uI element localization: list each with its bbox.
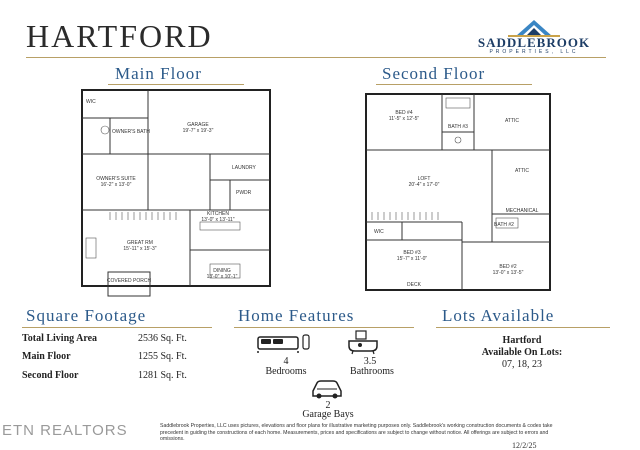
room-dimension: 15'-7" x 11'-0" xyxy=(396,256,428,262)
lots-numbers: 07, 18, 23 xyxy=(502,359,542,370)
main-floor-plan xyxy=(80,88,276,302)
bedrooms-label: Bedrooms xyxy=(265,366,307,377)
page-title: HARTFORD xyxy=(26,18,213,54)
sqft-label-total: Total Living Area xyxy=(22,333,98,344)
room-label: GARAGE xyxy=(187,122,209,128)
document-date: 12/2/25 xyxy=(512,441,537,450)
room-dimension: 11'-5" x 12'-5" xyxy=(388,116,420,122)
lots-available-heading: Lots Available xyxy=(442,306,555,325)
room-dimension: 20'-4" x 17'-0" xyxy=(408,182,440,188)
lots-model-name: Hartford xyxy=(502,335,542,346)
sqft-value-total: 2536 Sq. Ft. xyxy=(138,333,187,344)
sqft-value-main: 1255 Sq. Ft. xyxy=(138,351,187,362)
square-footage-heading: Square Footage xyxy=(26,306,147,325)
room-label: LAUNDRY xyxy=(232,165,256,171)
room-dimension: 13'-0" x 10'-1" xyxy=(206,274,238,280)
watermark: ETN REALTORS xyxy=(2,422,128,439)
bathtub-icon xyxy=(346,329,380,355)
room-label: COVERED PORCH xyxy=(106,278,152,284)
room-label: OWNER'S BATH xyxy=(112,129,150,135)
disclaimer-text: Saddlebrook Properties, LLC uses pictures, elevations and floor plans for illustrative marketing purposes only. Saddlebrook's working construction documents & codes take precedent in guiding the constructions of each home. Measurements, prices and specifications are subject to change without notice. All offerings are subject to errors and omissions. xyxy=(160,423,553,442)
room-label: BED #4 xyxy=(395,110,413,116)
second-floor-divider xyxy=(376,84,532,85)
room-label: BATH #3 xyxy=(448,124,468,130)
room-label: KITCHEN xyxy=(207,211,229,217)
room-label: DINING xyxy=(213,268,231,274)
home-features-heading: Home Features xyxy=(238,306,355,325)
room-label: MECHANICAL xyxy=(505,208,539,214)
room-dimension: 16'-2" x 13'-0" xyxy=(100,182,132,188)
room-label: ATTIC xyxy=(514,168,530,174)
main-floor-heading: Main Floor xyxy=(115,64,202,83)
room-label: GREAT RM xyxy=(127,240,153,246)
garage-label: Garage Bays xyxy=(302,409,354,420)
room-label: OWNER'S SUITE xyxy=(96,176,136,182)
room-label: LOFT xyxy=(417,176,431,182)
sqft-label-second: Second Floor xyxy=(22,370,79,381)
brand-name: SADDLEBROOK xyxy=(477,35,591,50)
room-dimension: 15'-11" x 15'-3" xyxy=(123,246,157,252)
room-dimension: 13'-0" x 13'-11" xyxy=(201,217,235,223)
second-floor-heading: Second Floor xyxy=(382,64,486,83)
room-label: ATTIC xyxy=(504,118,520,124)
room-label: BED #2 xyxy=(499,264,517,270)
bed-icon xyxy=(256,331,314,353)
room-label: PWDR xyxy=(236,190,252,196)
car-icon xyxy=(310,377,344,399)
home-features-divider xyxy=(234,327,414,328)
room-label: DECK xyxy=(407,282,421,288)
bathrooms-count: 3.5 xyxy=(363,356,377,367)
garage-count: 2 xyxy=(325,400,331,411)
room-label: WIC xyxy=(86,99,96,105)
sqft-label-main: Main Floor xyxy=(22,351,71,362)
room-dimension: 13'-0" x 13'-5" xyxy=(492,270,524,276)
main-floor-divider xyxy=(108,84,244,85)
square-footage-divider xyxy=(22,327,212,328)
room-label: WIC xyxy=(374,229,384,235)
brand-subtitle: PROPERTIES, LLC xyxy=(489,49,579,55)
room-label: BED #3 xyxy=(403,250,421,256)
bathrooms-label: Bathrooms xyxy=(350,366,394,377)
second-floor-plan xyxy=(362,92,558,294)
lots-available-divider xyxy=(436,327,610,328)
lots-available-label: Available On Lots: xyxy=(481,347,563,358)
room-label: BATH #2 xyxy=(494,222,514,228)
room-dimension: 19'-7" x 19'-3" xyxy=(182,128,214,134)
sqft-value-second: 1281 Sq. Ft. xyxy=(138,370,187,381)
bedrooms-count: 4 xyxy=(283,356,289,367)
